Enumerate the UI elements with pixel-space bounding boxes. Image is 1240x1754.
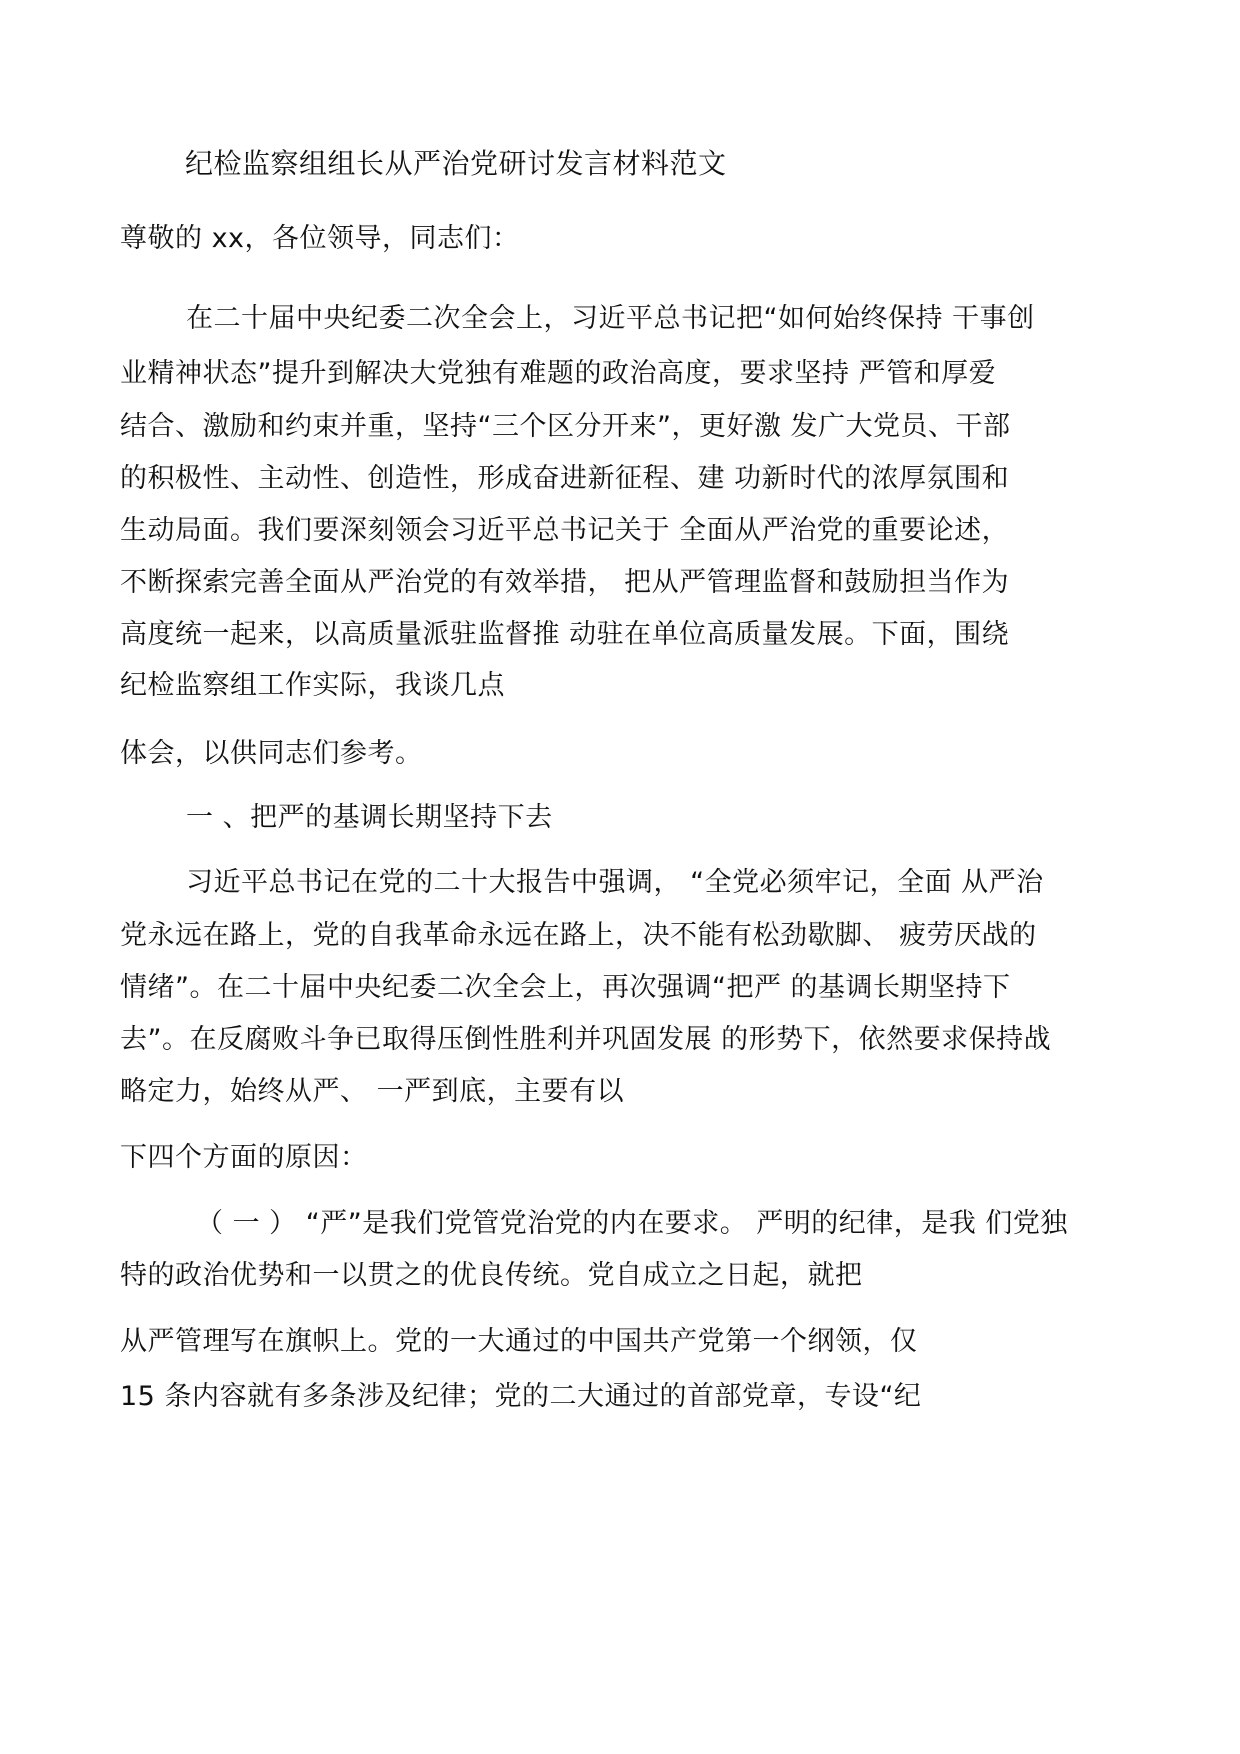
paragraph-line: 15 条内容就有多条涉及纪律；党的二大通过的首部党章，专设“纪 [120,1381,922,1412]
document-title: 纪检监察组组长从严治党研讨发言材料范文 [185,147,727,180]
paragraph-line: 习近平总书记在党的二十大报告中强调， “全党必须牢记，全面 从严治 [186,867,1044,898]
paragraph-line: 在二十届中央纪委二次全会上，习近平总书记把“如何始终保持 干事创 [186,303,1035,334]
paragraph-line: 高度统一起来，以高质量派驻监督推 动驻在单位高质量发展。下面，围绕 [120,619,1010,650]
paragraph-line: 从严管理写在旗帜上。党的一大通过的中国共产党第一个纲领，仅 [120,1326,918,1357]
salutation-line: 尊敬的 xx，各位领导，同志们： [120,223,520,254]
paragraph-line: 生动局面。我们要深刻领会习近平总书记关于 全面从严治党的重要论述， [120,515,1010,546]
paragraph-line: 体会，以供同志们参考。 [120,738,423,769]
paragraph-line: 去”。在反腐败斗争已取得压倒性胜利并巩固发展 的形势下，依然要求保持战 [120,1024,1052,1055]
paragraph-line: 略定力，始终从严、 一严到底，主要有以 [120,1076,625,1107]
subsection-line: （ 一 ） “严”是我们党管党治党的内在要求。 严明的纪律，是我 们党独 [196,1208,1068,1239]
paragraph-line: 情绪”。在二十届中央纪委二次全会上，再次强调“把严 的基调长期坚持下 [120,972,1011,1003]
paragraph-line: 的积极性、主动性、创造性，形成奋进新征程、建 功新时代的浓厚氛围和 [120,463,1010,494]
paragraph-line: 特的政治优势和一以贯之的优良传统。党自成立之日起，就把 [120,1260,863,1291]
section-heading: 一 、把严的基调长期坚持下去 [186,802,553,833]
paragraph-line: 纪检监察组工作实际，我谈几点 [120,670,505,701]
paragraph-line: 党永远在路上，党的自我革命永远在路上，决不能有松劲歇脚、 疲劳厌战的 [120,920,1037,951]
paragraph-line: 下四个方面的原因： [120,1142,368,1173]
paragraph-line: 业精神状态”提升到解决大党独有难题的政治高度，要求坚持 严管和厚爱 [120,358,997,389]
paragraph-line: 不断探索完善全面从严治党的有效举措， 把从严管理监督和鼓励担当作为 [120,567,1010,598]
paragraph-line: 结合、激励和约束并重，坚持“三个区分开来”，更好激 发广大党员、干部 [120,411,1011,442]
